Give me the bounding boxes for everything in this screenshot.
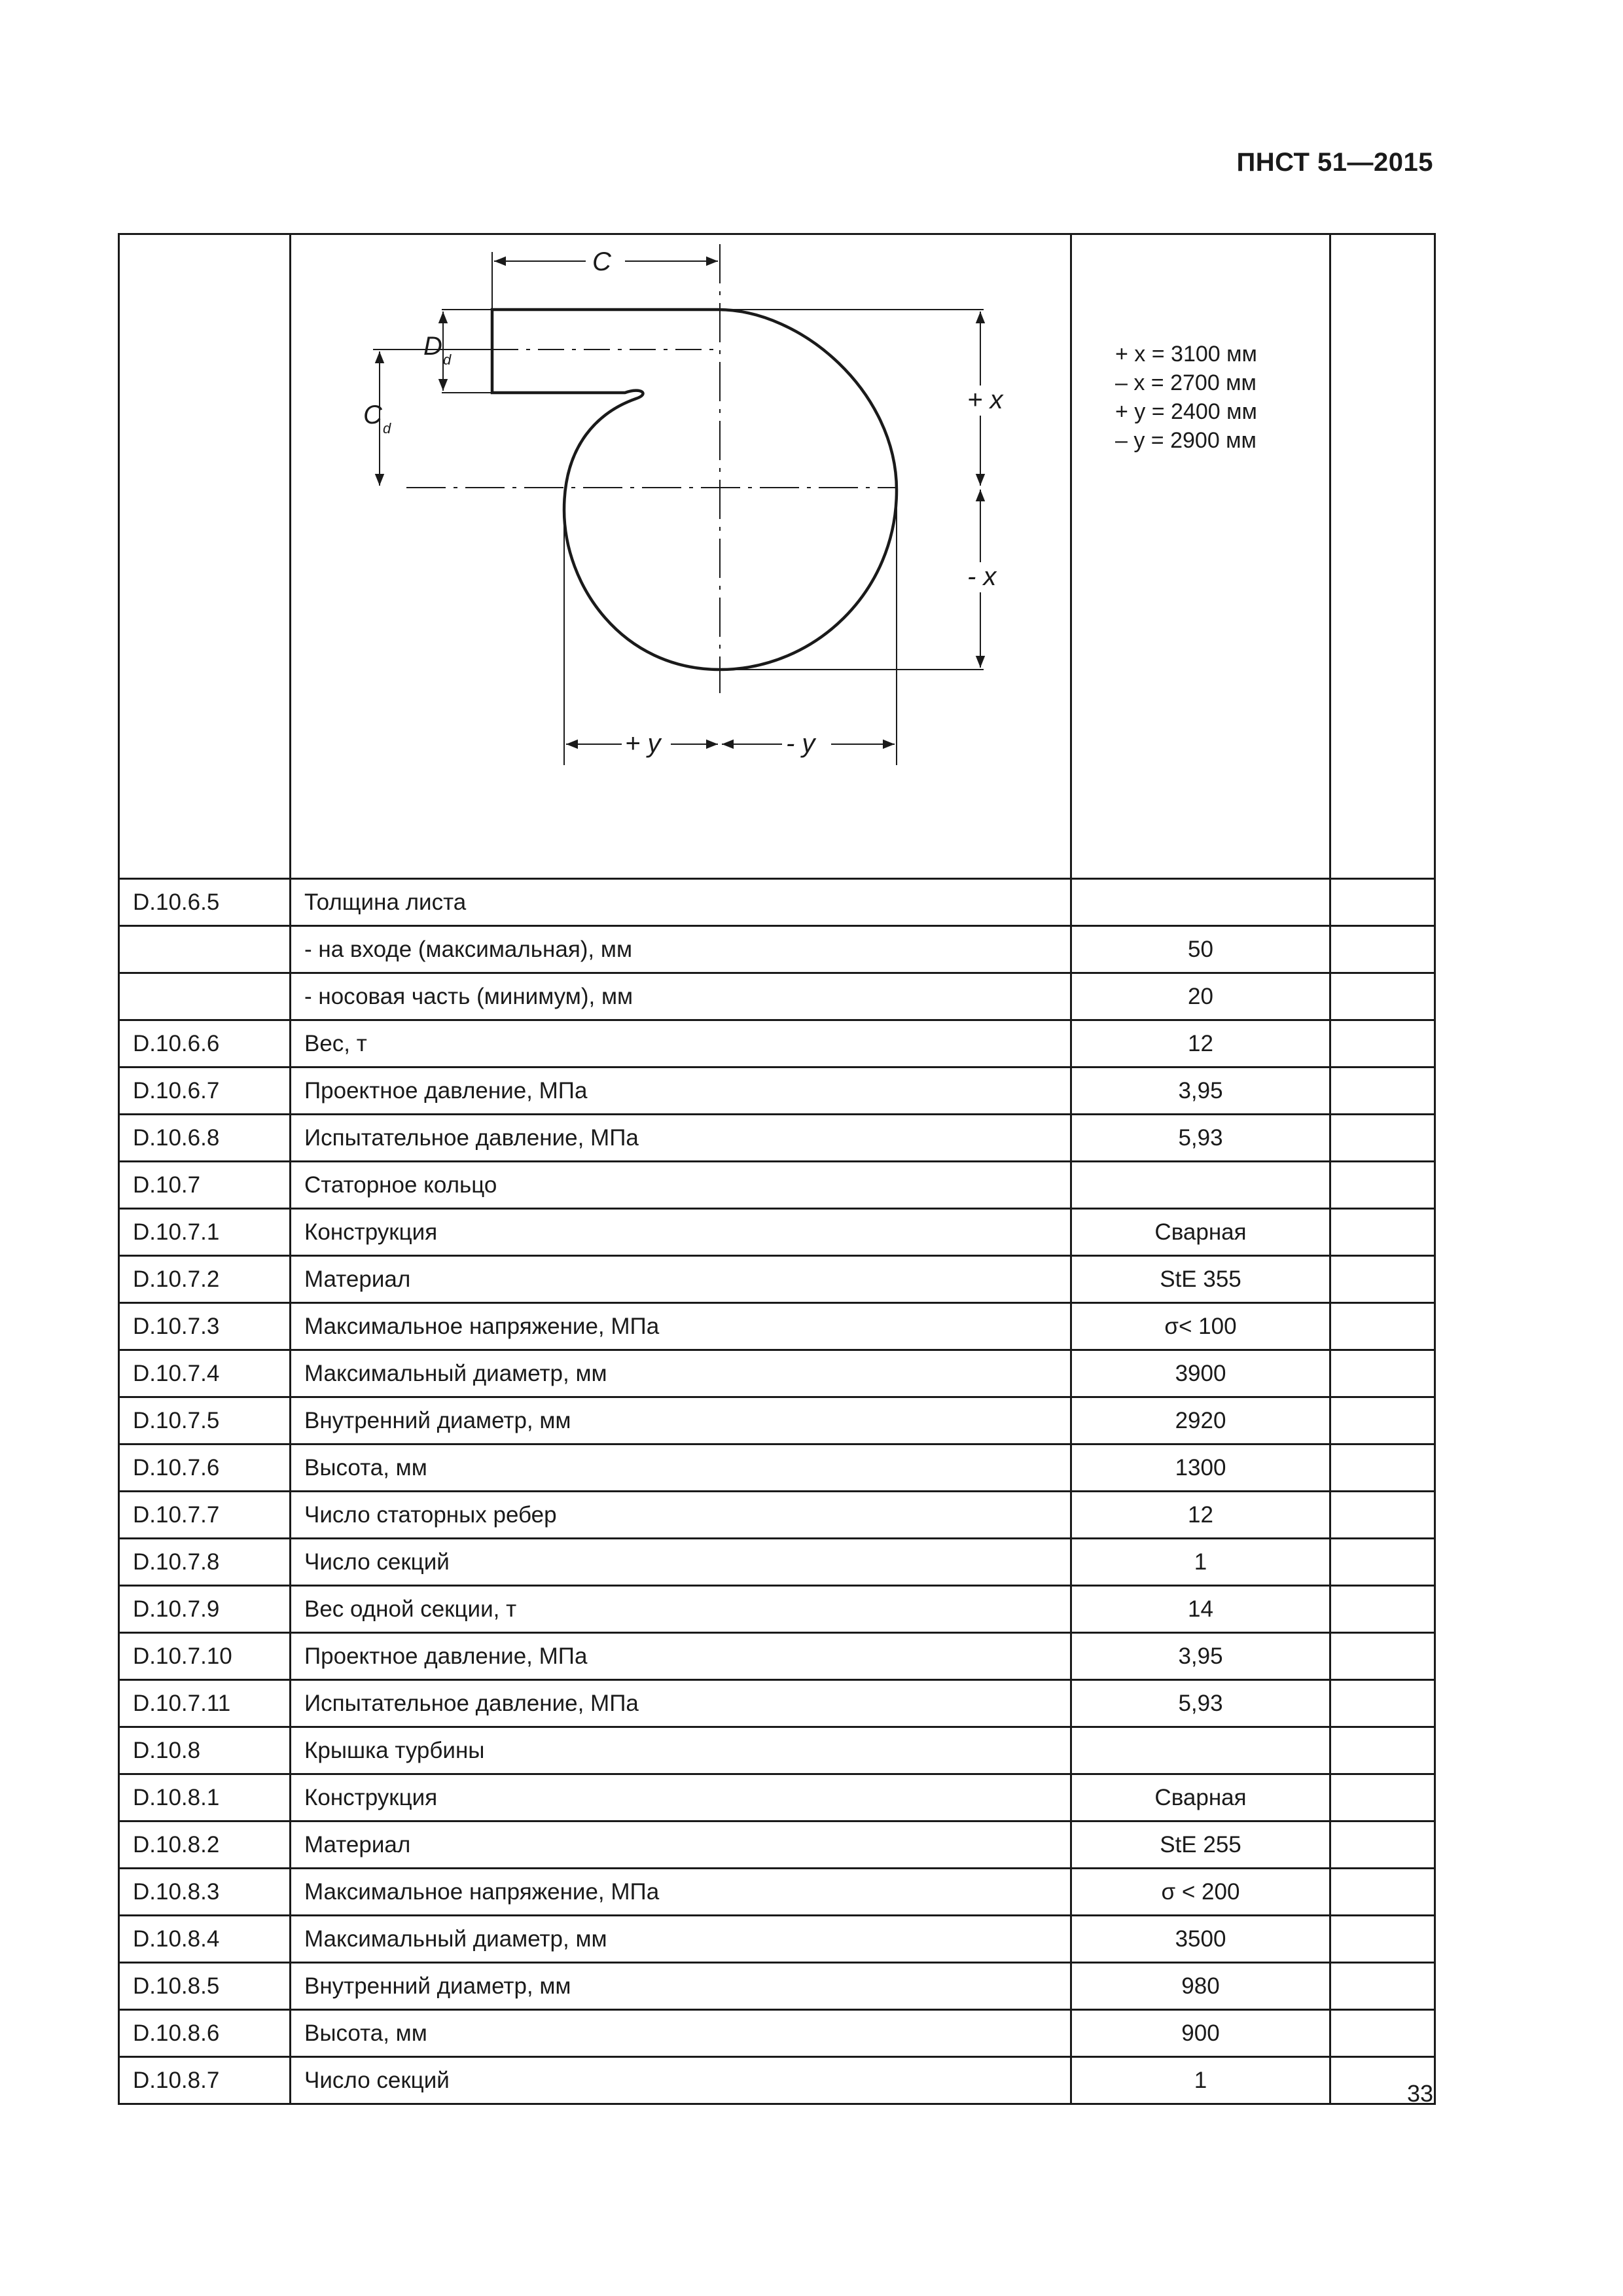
table-row xyxy=(119,1492,1435,1539)
row-value: 3900 xyxy=(1071,1350,1330,1397)
table-row xyxy=(119,1209,1435,1256)
row-name: Максимальное напряжение, МПа xyxy=(291,1869,1071,1916)
row-name: Максимальный диаметр, мм xyxy=(291,1916,1071,1963)
table-row xyxy=(119,1680,1435,1727)
dimensions-cell xyxy=(1071,234,1330,879)
label-minus-x: - x xyxy=(967,562,997,591)
row-note xyxy=(1330,1303,1435,1350)
label-dd-sub: d xyxy=(443,351,452,368)
row-note xyxy=(1330,1586,1435,1633)
document-id: ПНСТ 51—2015 xyxy=(1236,148,1433,177)
table-row xyxy=(119,2010,1435,2057)
row-value: σ< 100 xyxy=(1071,1303,1330,1350)
row-note xyxy=(1330,1916,1435,1963)
row-code: D.10.7.8 xyxy=(119,1539,291,1586)
row-name: Вес, т xyxy=(291,1020,1071,1067)
row-code: D.10.8.1 xyxy=(119,1774,291,1821)
table-row xyxy=(119,1774,1435,1821)
row-name: - носовая часть (минимум), мм xyxy=(291,973,1071,1020)
row-note xyxy=(1330,1492,1435,1539)
row-code: D.10.7.3 xyxy=(119,1303,291,1350)
row-name: Число статорных ребер xyxy=(291,1492,1071,1539)
table-row xyxy=(119,1821,1435,1869)
row-name: Крышка турбины xyxy=(291,1727,1071,1774)
row-code xyxy=(119,926,291,973)
table-row xyxy=(119,1067,1435,1115)
row-name: Внутренний диаметр, мм xyxy=(291,1397,1071,1444)
row-code: D.10.8.7 xyxy=(119,2057,291,2104)
table-row xyxy=(119,1256,1435,1303)
label-c: C xyxy=(592,247,611,276)
row-code: D.10.7.4 xyxy=(119,1350,291,1397)
table-row xyxy=(119,1397,1435,1444)
row-note xyxy=(1330,1067,1435,1115)
row-note xyxy=(1330,1727,1435,1774)
row-note xyxy=(1330,1821,1435,1869)
row-value: 50 xyxy=(1071,926,1330,973)
table-row xyxy=(119,1586,1435,1633)
table-row xyxy=(119,1727,1435,1774)
row-note xyxy=(1330,2010,1435,2057)
row-code: D.10.8.5 xyxy=(119,1963,291,2010)
row-value: 12 xyxy=(1071,1492,1330,1539)
row-code xyxy=(119,973,291,1020)
row-value: 3,95 xyxy=(1071,1633,1330,1680)
table-row xyxy=(119,1916,1435,1963)
figure-code-cell xyxy=(119,234,291,879)
row-note xyxy=(1330,1209,1435,1256)
table-row xyxy=(119,1115,1435,1162)
row-note xyxy=(1330,879,1435,926)
row-note xyxy=(1330,973,1435,1020)
row-value: 20 xyxy=(1071,973,1330,1020)
row-code: D.10.6.7 xyxy=(119,1067,291,1115)
row-code: D.10.7.2 xyxy=(119,1256,291,1303)
row-name: Конструкция xyxy=(291,1774,1071,1821)
figure-cell xyxy=(291,234,1071,879)
spec-table xyxy=(118,233,1436,2105)
table-row xyxy=(119,1162,1435,1209)
row-name: Максимальный диаметр, мм xyxy=(291,1350,1071,1397)
row-code: D.10.7 xyxy=(119,1162,291,1209)
row-value: 5,93 xyxy=(1071,1680,1330,1727)
row-name: Материал xyxy=(291,1821,1071,1869)
page-number: 33 xyxy=(1406,2080,1433,2107)
label-plus-x: + x xyxy=(967,386,1003,414)
row-code: D.10.7.7 xyxy=(119,1492,291,1539)
row-code: D.10.8 xyxy=(119,1727,291,1774)
row-value: σ < 200 xyxy=(1071,1869,1330,1916)
dimension-line: + x = 3100 мм xyxy=(1115,342,1257,367)
row-code: D.10.6.5 xyxy=(119,879,291,926)
row-code: D.10.7.6 xyxy=(119,1444,291,1492)
row-code: D.10.8.4 xyxy=(119,1916,291,1963)
row-name: Максимальное напряжение, МПа xyxy=(291,1303,1071,1350)
row-note xyxy=(1330,1680,1435,1727)
row-value: Сварная xyxy=(1071,1209,1330,1256)
row-name: - на входе (максимальная), мм xyxy=(291,926,1071,973)
row-value xyxy=(1071,1727,1330,1774)
row-name: Статорное кольцо xyxy=(291,1162,1071,1209)
row-value: StE 355 xyxy=(1071,1256,1330,1303)
row-note xyxy=(1330,1539,1435,1586)
row-code: D.10.7.1 xyxy=(119,1209,291,1256)
row-value: Сварная xyxy=(1071,1774,1330,1821)
row-name: Толщина листа xyxy=(291,879,1071,926)
row-name: Проектное давление, МПа xyxy=(291,1633,1071,1680)
row-code: D.10.7.9 xyxy=(119,1586,291,1633)
row-note xyxy=(1330,1350,1435,1397)
row-code: D.10.8.3 xyxy=(119,1869,291,1916)
row-name: Вес одной секции, т xyxy=(291,1586,1071,1633)
row-value: 5,93 xyxy=(1071,1115,1330,1162)
table-row xyxy=(119,2057,1435,2104)
row-name: Число секций xyxy=(291,2057,1071,2104)
table-row xyxy=(119,879,1435,926)
table-row xyxy=(119,973,1435,1020)
dimension-line: – x = 2700 мм xyxy=(1115,370,1257,395)
row-name: Высота, мм xyxy=(291,2010,1071,2057)
casing-outline xyxy=(492,310,897,670)
row-code: D.10.7.11 xyxy=(119,1680,291,1727)
row-name: Испытательное давление, МПа xyxy=(291,1680,1071,1727)
figure-row xyxy=(119,234,1435,879)
table-row xyxy=(119,1020,1435,1067)
row-note xyxy=(1330,1020,1435,1067)
row-name: Конструкция xyxy=(291,1209,1071,1256)
row-name: Проектное давление, МПа xyxy=(291,1067,1071,1115)
row-value: 3,95 xyxy=(1071,1067,1330,1115)
spiral-casing-diagram xyxy=(291,235,1071,773)
row-value xyxy=(1071,1162,1330,1209)
label-cd: C xyxy=(363,401,382,429)
table-row xyxy=(119,1633,1435,1680)
row-name: Число секций xyxy=(291,1539,1071,1586)
row-value xyxy=(1071,879,1330,926)
table-row xyxy=(119,1869,1435,1916)
label-plus-y: + y xyxy=(625,729,661,758)
row-code: D.10.6.8 xyxy=(119,1115,291,1162)
row-value: 980 xyxy=(1071,1963,1330,2010)
table-row xyxy=(119,1963,1435,2010)
row-name: Материал xyxy=(291,1256,1071,1303)
row-code: D.10.6.6 xyxy=(119,1020,291,1067)
row-value: 1 xyxy=(1071,2057,1330,2104)
row-value: StE 255 xyxy=(1071,1821,1330,1869)
row-value: 1300 xyxy=(1071,1444,1330,1492)
dimension-line: – y = 2900 мм xyxy=(1115,428,1257,453)
row-value: 2920 xyxy=(1071,1397,1330,1444)
row-note xyxy=(1330,1774,1435,1821)
row-note xyxy=(1330,1869,1435,1916)
row-name: Высота, мм xyxy=(291,1444,1071,1492)
table-row xyxy=(119,1303,1435,1350)
row-code: D.10.8.2 xyxy=(119,1821,291,1869)
label-cd-sub: d xyxy=(383,420,391,437)
row-note xyxy=(1330,1444,1435,1492)
row-value: 900 xyxy=(1071,2010,1330,2057)
row-note xyxy=(1330,1115,1435,1162)
table-row xyxy=(119,1350,1435,1397)
label-dd: D xyxy=(423,332,442,361)
table-row xyxy=(119,1444,1435,1492)
row-code: D.10.7.5 xyxy=(119,1397,291,1444)
row-value: 3500 xyxy=(1071,1916,1330,1963)
row-note xyxy=(1330,1633,1435,1680)
row-code: D.10.7.10 xyxy=(119,1633,291,1680)
label-minus-y: - y xyxy=(786,729,815,758)
table-row xyxy=(119,926,1435,973)
row-note xyxy=(1330,1162,1435,1209)
table-row xyxy=(119,1539,1435,1586)
row-name: Испытательное давление, МПа xyxy=(291,1115,1071,1162)
row-note xyxy=(1330,1397,1435,1444)
row-value: 14 xyxy=(1071,1586,1330,1633)
row-note xyxy=(1330,1256,1435,1303)
row-value: 12 xyxy=(1071,1020,1330,1067)
row-value: 1 xyxy=(1071,1539,1330,1586)
row-note xyxy=(1330,926,1435,973)
row-code: D.10.8.6 xyxy=(119,2010,291,2057)
row-note xyxy=(1330,1963,1435,2010)
row-name: Внутренний диаметр, мм xyxy=(291,1963,1071,2010)
dimension-line: + y = 2400 мм xyxy=(1115,399,1257,424)
figure-note-cell xyxy=(1330,234,1435,879)
